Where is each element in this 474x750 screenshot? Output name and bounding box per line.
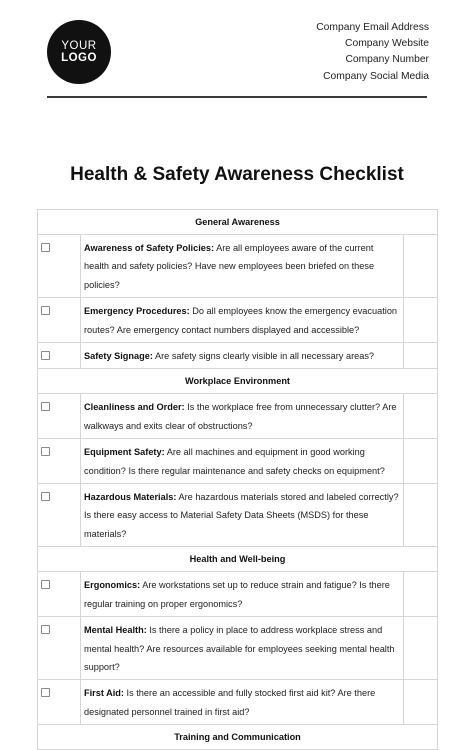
checklist-checkbox[interactable] — [41, 351, 50, 360]
checklist-item-text — [81, 484, 403, 546]
checklist-item-text — [81, 680, 403, 724]
checklist-item-question: Is there a policy in place to address workplace stress and mental health? Are resources available for employees seeking mental health support? — [84, 625, 395, 672]
checklist-item-question: Are all machines and equipment in good working condition? Is there regular maintenance and safety checks on equipment? — [84, 447, 385, 476]
section-heading: Workplace Environment — [38, 369, 437, 394]
checklist-table — [37, 209, 438, 750]
logo-line-2: LOGO — [61, 52, 97, 64]
checklist-row — [38, 343, 437, 369]
notes-cell[interactable] — [403, 394, 437, 438]
company-website: Company Website — [345, 38, 429, 50]
header-divider — [47, 96, 427, 98]
checkbox-cell — [38, 343, 81, 368]
section-heading: Health and Well-being — [38, 547, 437, 572]
checklist-row — [38, 572, 437, 617]
checklist-item-text — [81, 572, 403, 616]
section-heading: General Awareness — [38, 210, 437, 235]
notes-cell[interactable] — [403, 572, 437, 616]
checklist-row — [38, 298, 437, 343]
checklist-checkbox[interactable] — [41, 243, 50, 252]
checklist-checkbox[interactable] — [41, 580, 50, 589]
notes-cell[interactable] — [403, 439, 437, 483]
checklist-item-label: First Aid: — [84, 688, 124, 699]
notes-cell[interactable] — [403, 680, 437, 724]
checkbox-cell — [38, 439, 81, 483]
checklist-item-label: Cleanliness and Order: — [84, 402, 185, 413]
checklist-checkbox[interactable] — [41, 492, 50, 501]
notes-cell[interactable] — [403, 298, 437, 342]
notes-cell[interactable] — [403, 617, 437, 679]
checklist-row — [38, 680, 437, 725]
page-title: Health & Safety Awareness Checklist — [70, 164, 404, 185]
checklist-checkbox[interactable] — [41, 688, 50, 697]
checkbox-cell — [38, 298, 81, 342]
checklist-item-question: Are hazardous materials stored and labeled correctly? Is there easy access to Material Safety Data Sheets (MSDS) for these materials? — [84, 492, 399, 539]
checkbox-cell — [38, 235, 81, 297]
checklist-row — [38, 484, 437, 547]
checklist-item-label: Mental Health: — [84, 625, 147, 636]
checklist-item-label: Emergency Procedures: — [84, 306, 190, 317]
checklist-item-question: Are all employees aware of the current health and safety policies? Have new employees been briefed on these policies? — [84, 243, 375, 290]
checklist-checkbox[interactable] — [41, 306, 50, 315]
company-contact-block — [316, 20, 429, 85]
checklist-checkbox[interactable] — [41, 625, 50, 634]
checklist-item-question: Are safety signs clearly visible in all necessary areas? — [152, 351, 375, 362]
checklist-item-text — [81, 394, 403, 438]
notes-cell[interactable] — [403, 343, 437, 368]
checkbox-cell — [38, 617, 81, 679]
checkbox-cell — [38, 680, 81, 724]
notes-cell[interactable] — [403, 235, 437, 297]
checklist-item-text — [81, 343, 403, 368]
company-social-media: Company Social Media — [323, 70, 429, 82]
logo-line-1: YOUR — [61, 39, 97, 52]
checklist-item-label: Equipment Safety: — [84, 447, 165, 458]
company-number: Company Number — [345, 54, 429, 66]
checklist-item-text — [81, 298, 403, 342]
company-logo — [47, 20, 111, 84]
checklist-checkbox[interactable] — [41, 447, 50, 456]
checklist-row — [38, 439, 437, 484]
checklist-item-text — [81, 439, 403, 483]
checklist-item-label: Hazardous Materials: — [84, 492, 177, 503]
checklist-item-text — [81, 235, 403, 297]
section-heading: Training and Communication — [38, 725, 437, 750]
checklist-item-label: Awareness of Safety Policies: — [84, 243, 215, 253]
checklist-row — [38, 394, 437, 439]
checklist-item-question: Are workstations set up to reduce strain and fatigue? Is there regular training on proper ergonomics? — [84, 580, 390, 609]
checklist-row — [38, 235, 437, 298]
checklist-item-text — [81, 617, 403, 679]
checklist-item-question: Is the workplace free from unnecessary clutter? Are walkways and exits clear of obstructions? — [84, 402, 397, 431]
checklist-item-question: Is there an accessible and fully stocked first aid kit? Are there designated personnel trained in first aid? — [84, 688, 376, 717]
checklist-item-question: Do all employees know the emergency evacuation routes? Are emergency contact numbers displayed and accessible? — [84, 306, 398, 335]
checkbox-cell — [38, 484, 81, 546]
checklist-checkbox[interactable] — [41, 402, 50, 411]
checklist-item-label: Safety Signage: — [84, 351, 153, 362]
checkbox-cell — [38, 394, 81, 438]
notes-cell[interactable] — [403, 484, 437, 546]
checkbox-cell — [38, 572, 81, 616]
company-email: Company Email Address — [316, 22, 429, 33]
checklist-item-label: Ergonomics: — [84, 580, 141, 591]
